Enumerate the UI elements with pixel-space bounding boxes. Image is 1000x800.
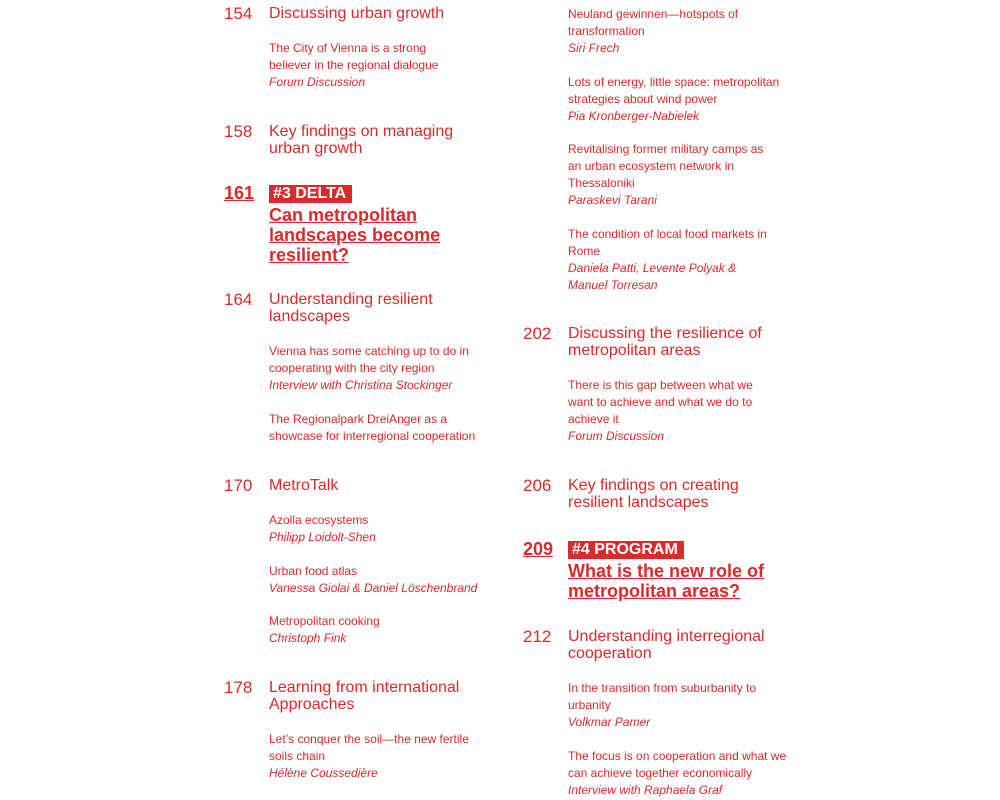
page-number: 206 (523, 476, 552, 495)
sub-entry[interactable] (269, 411, 489, 445)
sub-entry[interactable] (568, 680, 763, 731)
page-number: 154 (224, 4, 253, 23)
sub-entry[interactable] (568, 748, 788, 799)
sub-entry-author: Forum Discussion (568, 429, 665, 443)
sub-entry-author: Interview with Christina Stockinger (269, 378, 453, 392)
sub-entry[interactable] (568, 377, 773, 445)
entry-title: MetroTalk (269, 477, 339, 494)
sub-entry-title: In the transition from suburbanity to urbanity (568, 681, 757, 712)
entry-title: Understanding interregional cooperation (568, 628, 765, 662)
sub-entry-title: Urban food atlas (269, 564, 358, 578)
sub-entry-title: Azolla ecosystems (269, 513, 369, 527)
page-number: 170 (224, 476, 253, 495)
entry-title: Key findings on creating resilient landscapes (568, 477, 739, 511)
section-badge: #3 DELTA (269, 185, 352, 203)
entry-title: Key findings on managing urban growth (269, 123, 454, 157)
page-number: 209 (523, 539, 554, 559)
sub-entry-title: Neuland gewinnen—hotspots of transformation (568, 7, 739, 38)
sub-entry-title: Let’s conquer the soil—the new fertile soils chain (269, 732, 469, 763)
sub-entry-title: The Regionalpark DreiAnger as a showcase for interregional cooperation (269, 412, 476, 443)
sub-entry-author: Vanessa Giolai & Daniel Löschenbrand (269, 581, 478, 595)
sub-entry[interactable] (269, 512, 509, 546)
sub-entry[interactable] (568, 6, 758, 57)
sub-entry[interactable] (269, 40, 459, 91)
sub-entry-author: Philipp Loidolt-Shen (269, 530, 376, 544)
entry-title: Discussing the resilience of metropolitan areas (568, 325, 762, 359)
sub-entry-author: Daniela Patti, Levente Polyak & Manuel Torresan (568, 261, 737, 292)
sub-entry-title: Revitalising former military camps as an urban ecosystem network in Thessaloniki (568, 142, 764, 190)
sub-entry-author: Interview with Raphaela Graf (568, 783, 723, 797)
entry-title: Learning from international Approaches (269, 679, 460, 713)
sub-entry[interactable] (568, 74, 793, 125)
sub-entry-title: The focus is on cooperation and what we can achieve together economically (568, 749, 787, 780)
sub-entry-title: The City of Vienna is a strong believer in the regional dialogue (269, 41, 439, 72)
page-number: 161 (224, 183, 255, 203)
sub-entry-title: Vienna has some catching up to do in cooperating with the city region (269, 344, 469, 375)
sub-entry-author: Siri Frech (568, 41, 620, 55)
sub-entry-author: Forum Discussion (269, 75, 366, 89)
sub-entry[interactable] (269, 343, 484, 394)
sub-entry-author: Hélène Coussedière (269, 766, 378, 780)
sub-entry[interactable] (269, 563, 509, 597)
page-number: 164 (224, 290, 253, 309)
sub-entry-title: There is this gap between what we want to achieve and what we do to achieve it (568, 378, 753, 426)
sub-entry-title: Metropolitan cooking (269, 614, 380, 628)
entry-title: Understanding resilient landscapes (269, 291, 433, 325)
sub-entry-title: Lots of energy, little space: metropolitan strategies about wind power (568, 75, 780, 106)
sub-entry[interactable] (269, 613, 509, 647)
page-number: 158 (224, 122, 253, 141)
sub-entry[interactable] (568, 141, 768, 209)
sub-entry[interactable] (568, 226, 768, 294)
entry-title: Discussing urban growth (269, 5, 445, 22)
section-badge: #4 PROGRAM (568, 541, 684, 559)
sub-entry[interactable] (269, 731, 489, 782)
sub-entry-author: Paraskevi Tarani (568, 193, 657, 207)
sub-entry-author: Volkmar Pamer (568, 715, 651, 729)
page-number: 178 (224, 678, 253, 697)
sub-entry-author: Pia Kronberger-Nabielek (568, 109, 700, 123)
section-title: Can metropolitan landscapes become resilient? (269, 205, 441, 265)
section-title: What is the new role of metropolitan areas? (568, 561, 765, 601)
page-number: 202 (523, 324, 552, 343)
sub-entry-author: Christoph Fink (269, 631, 347, 645)
page-number: 212 (523, 627, 552, 646)
sub-entry-title: The condition of local food markets in Rome (568, 227, 767, 258)
